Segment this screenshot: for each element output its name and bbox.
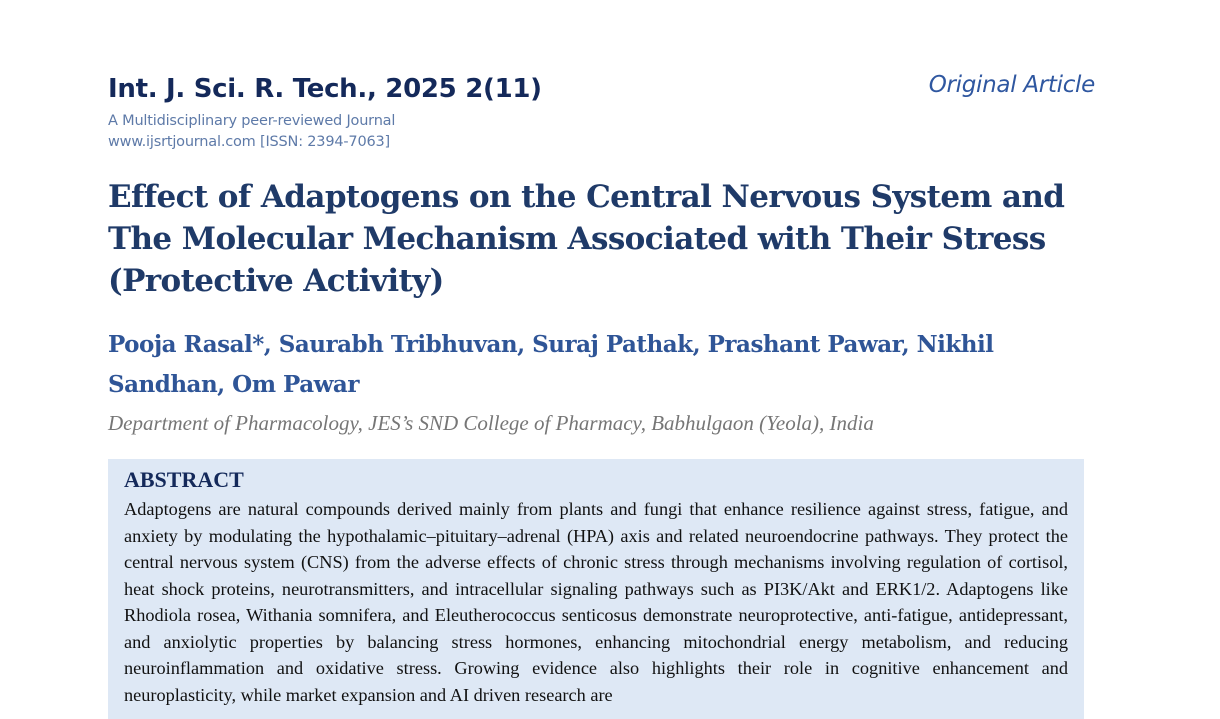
journal-subtitle: A Multidisciplinary peer-reviewed Journal xyxy=(108,113,396,129)
abstract-heading: ABSTRACT xyxy=(124,467,244,492)
journal-website-issn[interactable]: www.ijsrtjournal.com [ISSN: 2394-7063] xyxy=(108,134,390,150)
author-affiliation: Department of Pharmacology, JES’s SND College of Pharmacy, Babhulgaon (Yeola), India xyxy=(108,411,874,435)
paper-title: Effect of Adaptogens on the Central Nervous System and The Molecular Mechanism Associated with Their Stress (Protective Activity) xyxy=(108,179,1065,299)
article-type-label: Original Article xyxy=(928,72,1095,98)
journal-title: Int. J. Sci. R. Tech., 2025 2(11) xyxy=(108,74,542,104)
abstract-body: Adaptogens are natural compounds derived mainly from plants and fungi that enhance resilience against stress, fatigue, and anxiety by modulating the hypothalamic–pituitary–adrenal (HPA) axis and related neuroendocrine pathways. They protect the central nervous system (CNS) from the adverse effects of chronic stress through mechanisms involving regulation of cortisol, heat shock proteins, neurotransmitters, and intracellular signaling pathways such as PI3K/Akt and ERK1/2. Adaptogens like Rhodiola rosea, Withania somnifera, and Eleutherococcus senticosus demonstrate neuroprotective, anti-fatigue, antidepressant, and anxiolytic properties by balancing stress hormones, enhancing mitochondrial energy metabolism, and reducing neuroinflammation and oxidative stress. Growing evidence also highlights their role in cognitive enhancement and neuroplasticity, while market expansion and AI driven research are xyxy=(124,499,1068,705)
author-list: Pooja Rasal*, Saurabh Tribhuvan, Suraj Pathak, Prashant Pawar, Nikhil Sandhan, Om Pawar xyxy=(108,331,994,398)
abstract-section xyxy=(108,459,1084,719)
